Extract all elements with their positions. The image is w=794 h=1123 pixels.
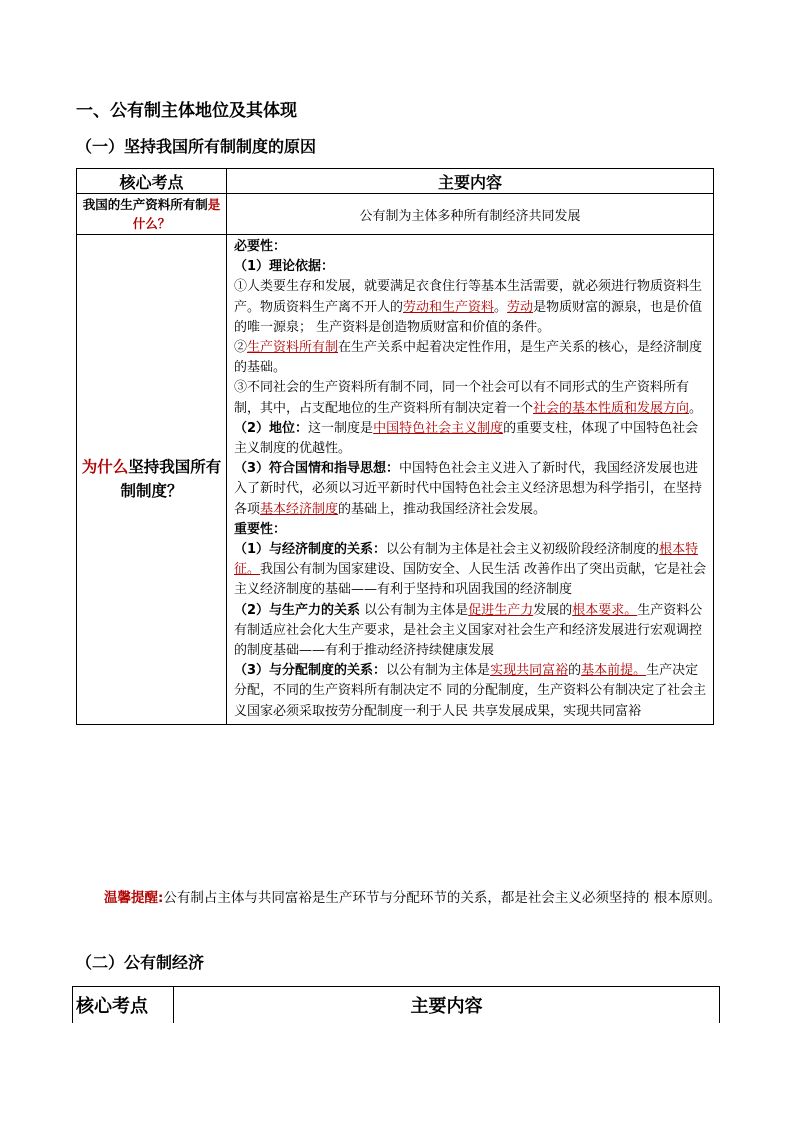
table-header-main-content: 主要内容 xyxy=(227,169,714,194)
warm-tip: 温馨提醒:公有制占主体与共同富裕是生产环节与分配环节的关系，都是社会主义必须坚持的 根本原则。 xyxy=(104,890,722,906)
paragraph: （2）地位：这一制度是中国特色社会主义制度的重要支柱，体现了中国特色社会主义制度的优越性。 xyxy=(234,420,699,457)
question-what: 我国的生产资料所有制是什么？ xyxy=(77,194,227,235)
paragraph: （3）与分配制度的关系：以公有制为主体是实现共同富裕的基本前提。生产决定分配，不同的生产资料所有制决定不 同的分配制度，生产资料公有制决定了社会主义国家必须采取按劳分配制度一利于人民 共享发展成果，实现共同富裕 xyxy=(234,663,707,719)
content-table-2 xyxy=(72,986,720,1023)
table-row xyxy=(77,235,714,725)
paragraph: ③不同社会的生产资料所有制不同，同一个社会可以有不同形式的生产资料所有制，其中，占支配地位的生产资料所有制决定着一个社会的基本性质和发展方向。 xyxy=(234,380,703,416)
table-header-key-point: 核心考点 xyxy=(77,169,227,194)
paragraph: （2）与生产力的关系 以公有制为主体是促进生产力发展的根本要求。生产资料公有制适应社会化大生产要求，是社会主义国家对社会生产和经济发展进行宏观调控的制度基础——有利于推动经济持续健康发展 xyxy=(234,602,703,659)
section-heading: 一、公有制主体地位及其体现 xyxy=(76,101,297,121)
subsection-heading-2: （二）公有制经济 xyxy=(76,953,205,972)
content-table-1 xyxy=(76,168,714,725)
table-row xyxy=(77,194,714,235)
answer-why: 必要性： （1）理论依据： ①人类要生存和发展，就要满足衣食住行等基本生活需要，就必须进行物质资料生产。物质资料生产离不开人的劳动和生产资料。劳动是物质财富的源泉，也是价值的唯一源泉； 生产资料是创造物质财富和价值的条件。 ②生产资料所有制在生产关系中起着决定性作用，是生产关系的核心，是经济制度的基础。 ③不同社会的生产资料所有制不同，同一个社会可以有不同形式的生产资料所有制，其中，占支配地位的生产资料所有制决定着一个社会的基本性质和发展方向。 （2）地位：这一制度是中国特色社会主义制度的重要支柱，体现了中国特色社会主义制度的优越性。 （3）符合国情和指导思想：中国特色社会主义进入了新时代，我国经济发展也进入了新时代，必须以习近平新时代中国特色社会主义经济思想为科学指引，在坚持各项基本经济制度的基础上，推动我国经济社会发展。 重要性： （1）与经济制度的关系：以公有制为主体是社会主义初级阶段经济制度的根本特征。我国公有制为国家建设、国防安全、人民生活 改善作出了突出贡献，它是社会主义经济制度的基础——有利于坚持和巩固我国的经济制度 （2）与生产力的关系 以公有制为主体是促进生产力发展的根本要求。生产资料公有制适应社会化大生产要求，是社会主义国家对社会生产和经济发展进行宏观调控的制度基础——有利于推动经济持续健康发展 （3）与分配制度的关系：以公有制为主体是实现共同富裕的基本前提。生产决定分配，不同的生产资料所有制决定不 同的分配制度，生产资料公有制决定了社会主义国家必须采取按劳分配制度一利于人民 共享发展成果，实现共同富裕 xyxy=(227,235,714,725)
paragraph: ②生产资料所有制在生产关系中起着决定性作用，是生产关系的核心，是经济制度的基础。 xyxy=(234,340,703,376)
answer-what: 公有制为主体多种所有制经济共同发展 xyxy=(227,194,714,235)
paragraph: （3）符合国情和指导思想：中国特色社会主义进入了新时代，我国经济发展也进入了新时代，必须以习近平新时代中国特色社会主义经济思想为科学指引，在坚持各项基本经济制度的基础上，推动我国经济社会发展。 xyxy=(234,461,703,517)
paragraph: （1）与经济制度的关系：以公有制为主体是社会主义初级阶段经济制度的根本特征。我国公有制为国家建设、国防安全、人民生活 改善作出了突出贡献，它是社会主义经济制度的基础——有利于坚持和巩固我国的经济制度 xyxy=(234,542,707,598)
table-header-key-point: 核心考点 xyxy=(73,987,174,1024)
subsection-heading-1: （一）坚持我国所有制制度的原因 xyxy=(76,137,317,156)
table-header-main-content: 主要内容 xyxy=(174,987,720,1024)
question-why: 为什么坚持我国所有制制度？ xyxy=(77,235,227,725)
paragraph: ①人类要生存和发展，就要满足衣食住行等基本生活需要，就必须进行物质资料生产。物质资料生产离不开人的劳动和生产资料。劳动是物质财富的源泉，也是价值的唯一源泉； 生产资料是创造物质财富和价值的条件。 xyxy=(234,279,703,335)
